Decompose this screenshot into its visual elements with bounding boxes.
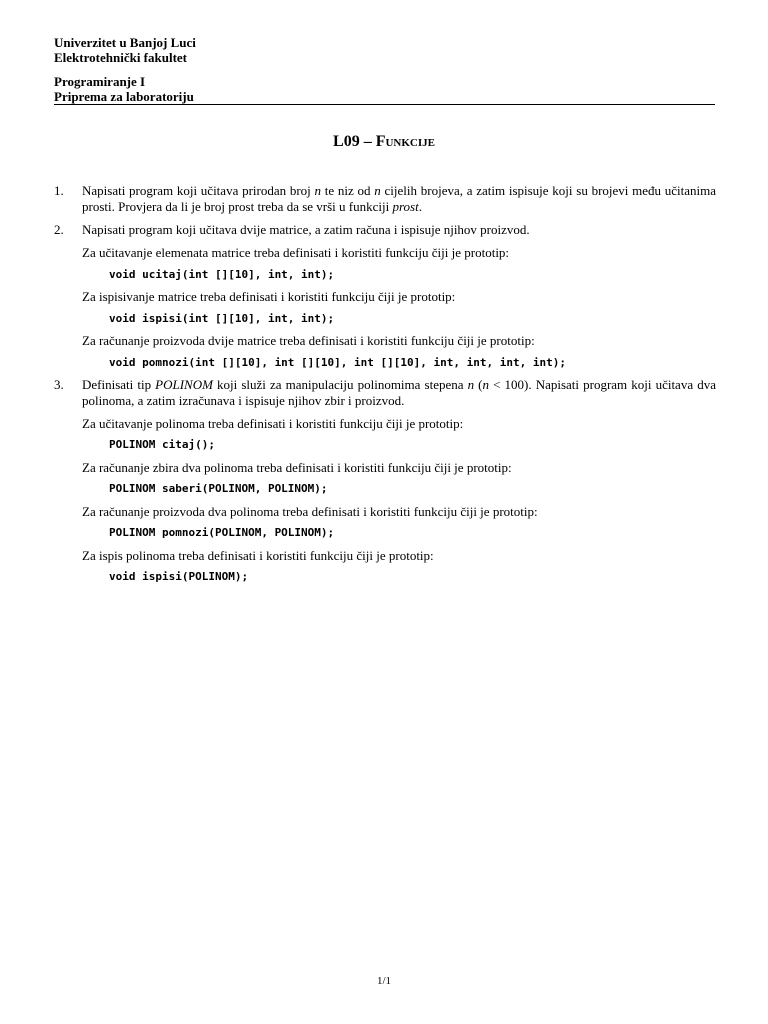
task-2-item-2-desc: Za ispisivanje matrice treba definisati i koristiti funkciju čiji je prototip: — [82, 289, 456, 304]
task-1 — [54, 183, 716, 215]
task-3-item-1-desc: Za učitavanje polinoma treba definisati i koristiti funkciju čiji je prototip: — [82, 416, 464, 431]
task-number: 1. — [54, 183, 64, 198]
institution-block — [54, 35, 715, 65]
title-dash: – — [359, 133, 376, 150]
task-3-item-4-code: void ispisi(POLINOM); — [109, 570, 249, 583]
course-subtitle: Priprema za laboratoriju — [54, 89, 194, 104]
document-header — [54, 35, 715, 104]
task-number: 2. — [54, 222, 64, 237]
faculty-name: Elektrotehnički fakultet — [54, 50, 188, 65]
course-block — [54, 74, 715, 104]
page-number: 1/1 — [376, 975, 392, 987]
title-code: L09 — [333, 133, 360, 150]
task-3-item-2-code: POLINOM saberi(POLINOM, POLINOM); — [109, 482, 328, 495]
task-text: Napisati program koji učitava dvije matrice, a zatim računa i ispisuje njihov proizvod. — [82, 222, 530, 237]
task-3 — [54, 377, 716, 409]
university-name: Univerzitet u Banjoj Luci — [54, 35, 196, 50]
task-2-item-3-code: void pomnozi(int [][10], int [][10], int [][10], int, int, int, int); — [109, 356, 566, 369]
course-name: Programiranje I — [54, 74, 146, 89]
task-2-item-1-code: void ucitaj(int [][10], int, int); — [109, 268, 335, 281]
task-2 — [54, 222, 716, 238]
page-title — [0, 133, 768, 151]
header-divider — [54, 104, 715, 105]
task-text: Definisati tip POLINOM koji služi za manipulaciju polinomima stepena n (n < 100). Napisati program koji učitava dva polinoma, a zatim izračunava i ispisuje njihov zbir i proizvod. — [82, 377, 716, 408]
task-3-item-2-desc: Za računanje zbira dva polinoma treba definisati i koristiti funkciju čiji je prototip: — [82, 460, 512, 475]
task-3-item-1-code: POLINOM citaj(); — [109, 438, 215, 451]
task-2-item-2-code: void ispisi(int [][10], int, int); — [109, 312, 335, 325]
task-3-item-3-code: POLINOM pomnozi(POLINOM, POLINOM); — [109, 526, 335, 539]
task-3-item-3-desc: Za računanje proizvoda dva polinoma treba definisati i koristiti funkciju čiji je prototip: — [82, 504, 538, 519]
task-2-item-1-desc: Za učitavanje elemenata matrice treba definisati i koristiti funkciju čiji je prototip: — [82, 245, 510, 260]
task-3-item-4-desc: Za ispis polinoma treba definisati i koristiti funkciju čiji je prototip: — [82, 548, 434, 563]
title-name: Funkcije — [375, 133, 435, 150]
task-2-item-3-desc: Za računanje proizvoda dvije matrice treba definisati i koristiti funkciju čiji je prototip: — [82, 333, 535, 348]
task-number: 3. — [54, 377, 64, 392]
task-text: Napisati program koji učitava prirodan broj n te niz od n cijelih brojeva, a zatim ispisuje koji su brojevi među učitanima prosti. Provjera da li je broj prost treba da se vrši u funkciji prost. — [82, 183, 717, 214]
